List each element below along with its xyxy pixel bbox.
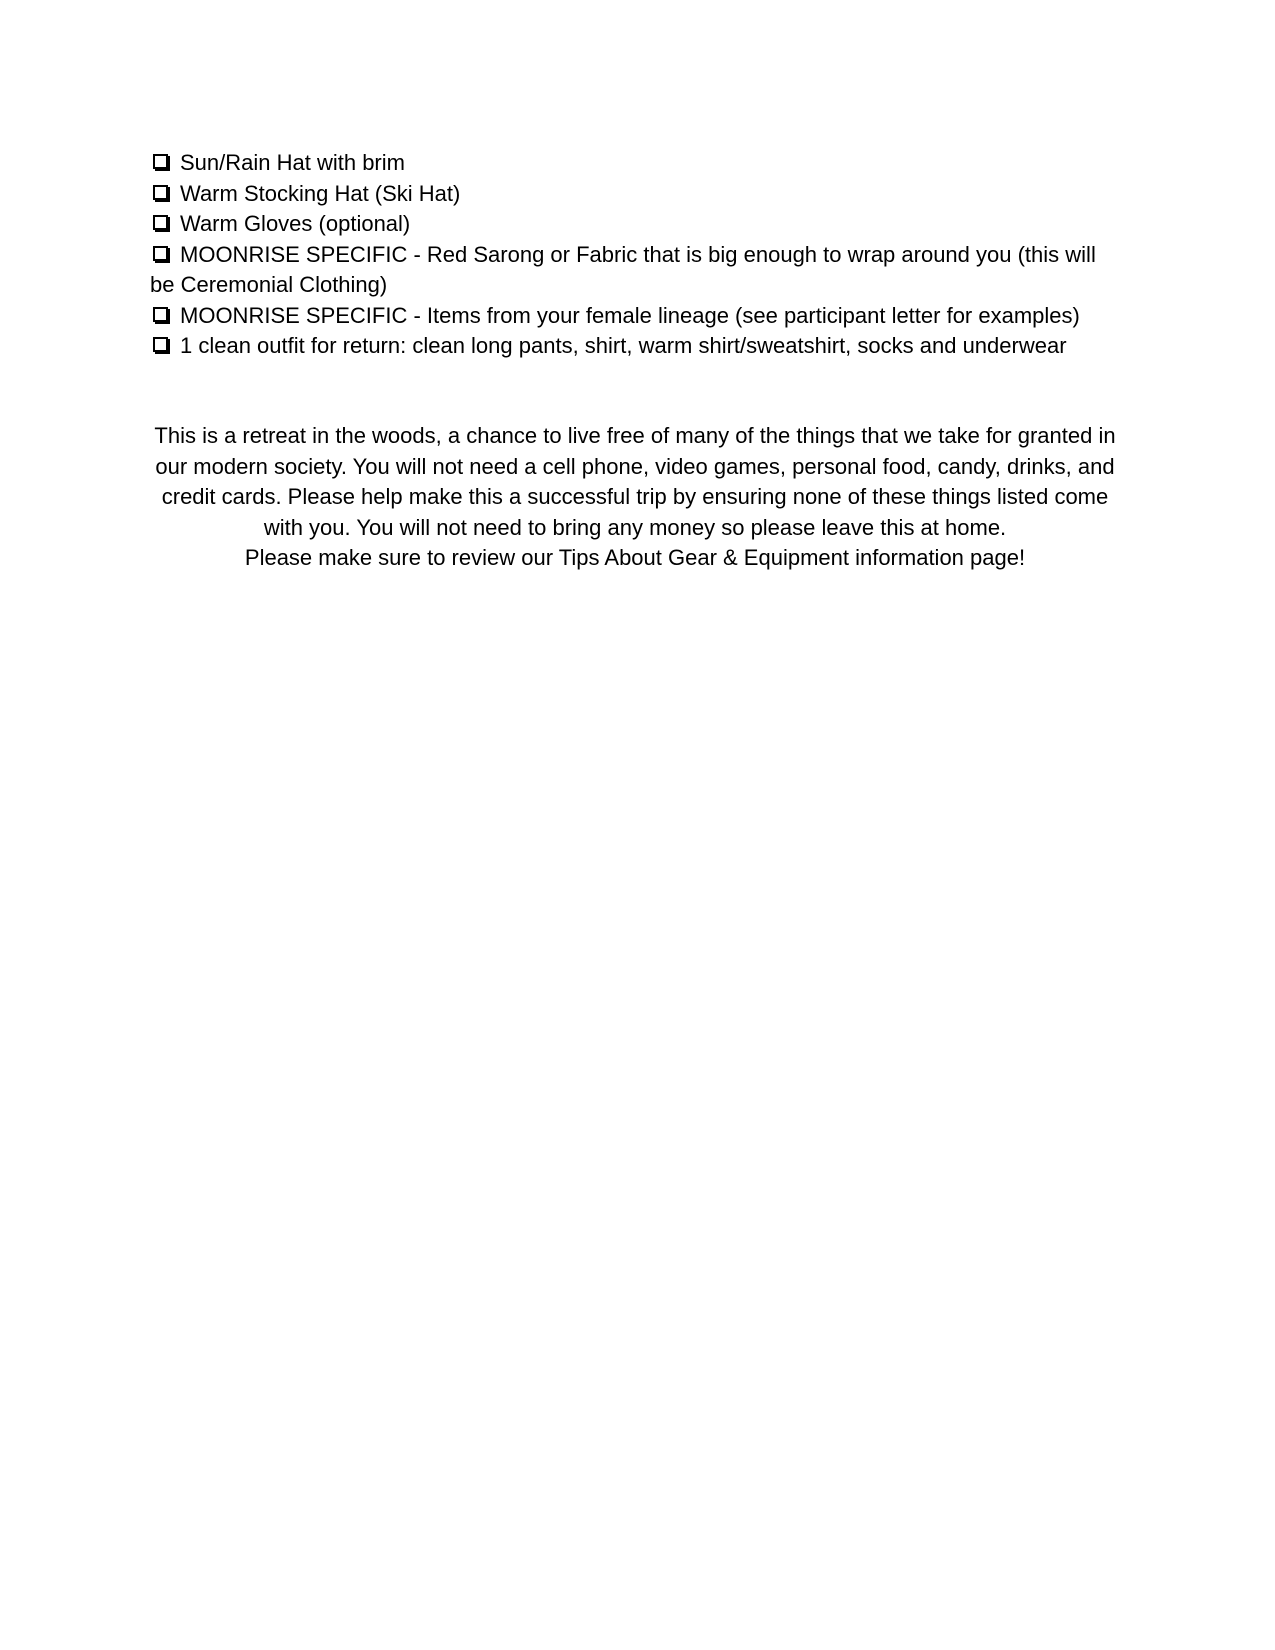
checklist-item [150,240,1120,301]
checklist-item [150,179,1120,210]
checklist-item-label: 1 clean outfit for return: clean long pants, shirt, warm shirt/sweatshirt, socks and underwear [180,333,1067,358]
checklist-item-label: Warm Stocking Hat (Ski Hat) [180,180,461,206]
checklist-item [150,209,1120,240]
checklist-item-label: Sun/Rain Hat with brim [180,150,405,175]
retreat-notice [150,421,1120,574]
notice-paragraph: This is a retreat in the woods, a chance to live free of many of the things that we take for granted in our modern society. You will not need a cell phone, video games, personal food, candy, drinks, and credit cards. Please help make this a successful trip by ensuring none of these things listed come with you. You will not need to bring any money so please leave this at home. [154,423,1116,540]
checklist-item [150,148,1120,179]
checklist-item-label: MOONRISE SPECIFIC - Red Sarong or Fabric that is big enough to wrap around you (this will be Ceremonial Clothing) [150,241,1096,297]
checkbox-icon [153,337,168,352]
checkbox-icon [153,215,168,230]
checkbox-icon [153,185,168,200]
checklist-item-label: MOONRISE SPECIFIC - Items from your female lineage (see participant letter for examples) [180,302,1080,328]
checklist-item [150,301,1120,332]
gear-tips-reminder: Please make sure to review our Tips About Gear & Equipment information page! [244,545,1026,570]
checkbox-icon [153,246,168,261]
checkbox-icon [153,307,168,322]
checklist-item [150,331,1120,362]
packing-checklist [150,148,1120,362]
checklist-item-label: Warm Gloves (optional) [180,211,411,236]
checkbox-icon [153,154,168,169]
